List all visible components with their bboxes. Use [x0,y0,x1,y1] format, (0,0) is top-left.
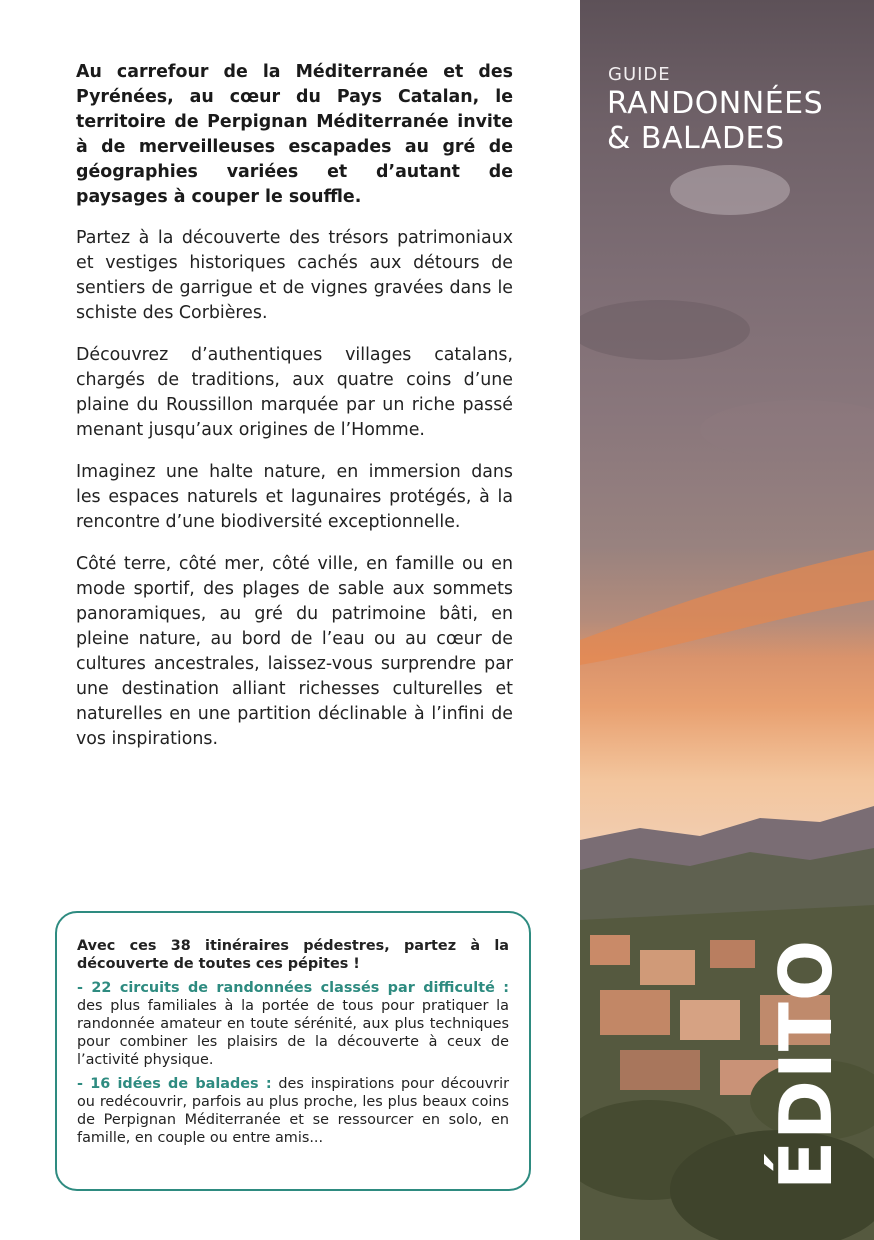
itineraries-info-box [55,911,531,1191]
box-item-circuits [77,979,509,1069]
box-lead: Avec ces 38 itinéraires pédestres, partez à la découverte de toutes ces pépites ! [77,938,509,972]
body-paragraph-3: Imaginez une halte nature, en immersion dans les espaces naturels et lagunaires protégés, à la rencontre d’une biodiversité exceptionnelle. [76,462,513,532]
main-text-column [76,60,513,769]
guide-title [607,86,823,156]
box-item-balades-title: - 16 idées de balades : [77,1076,272,1092]
section-title-edito: ÉDITO [764,938,848,1190]
guide-title-line2: & BALADES [607,121,785,156]
box-item-circuits-text: des plus familiales à la portée de tous pour pratiquer la randonnée amateur en toute sérénité, aux plus techniques pour combiner les plaisirs de la découverte à ceux de l’activité physique. [77,998,509,1068]
guide-title-line1: RANDONNÉES [607,86,824,121]
body-paragraph-4: Côté terre, côté mer, côté ville, en famille ou en mode sportif, des plages de sable aux sommets panoramiques, au gré du patrimoine bâti, en pleine nature, au bord de l’eau ou au cœur de cultures ancestrales, laissez-vous surprendre par une destination alliant richesses culturelles et naturelles en une partition déclinable à l’infini de vos inspirations. [76,554,513,749]
body-paragraph-1: Partez à la découverte des trésors patrimoniaux et vestiges historiques cachés aux détours de sentiers de garrigue et de vignes gravées dans le schiste des Corbières. [76,228,513,323]
box-item-circuits-title: - 22 circuits de randonnées classés par difficulté : [77,980,509,996]
landscape-photo [580,0,874,1240]
body-paragraph-2: Découvrez d’authentiques villages catalans, chargés de traditions, aux quatre coins d’une plaine du Roussillon marquée par un riche passé menant jusqu’aux origines de l’Homme. [76,345,513,440]
box-item-balades-text: des inspirations pour découvrir ou redécouvrir, parfois au plus proche, les plus beaux coins de Perpignan Méditerranée et se ressourcer en solo, en famille, en couple ou entre amis... [77,1076,509,1146]
box-item-balades [77,1075,509,1147]
guide-label: GUIDE [608,64,671,85]
intro-paragraph: Au carrefour de la Méditerranée et des Pyrénées, au cœur du Pays Catalan, le territoire de Perpignan Méditerranée invite à de merveilleuses escapades au gré de géographies variées et d’autant de paysages à couper le souffle. [76,62,513,207]
